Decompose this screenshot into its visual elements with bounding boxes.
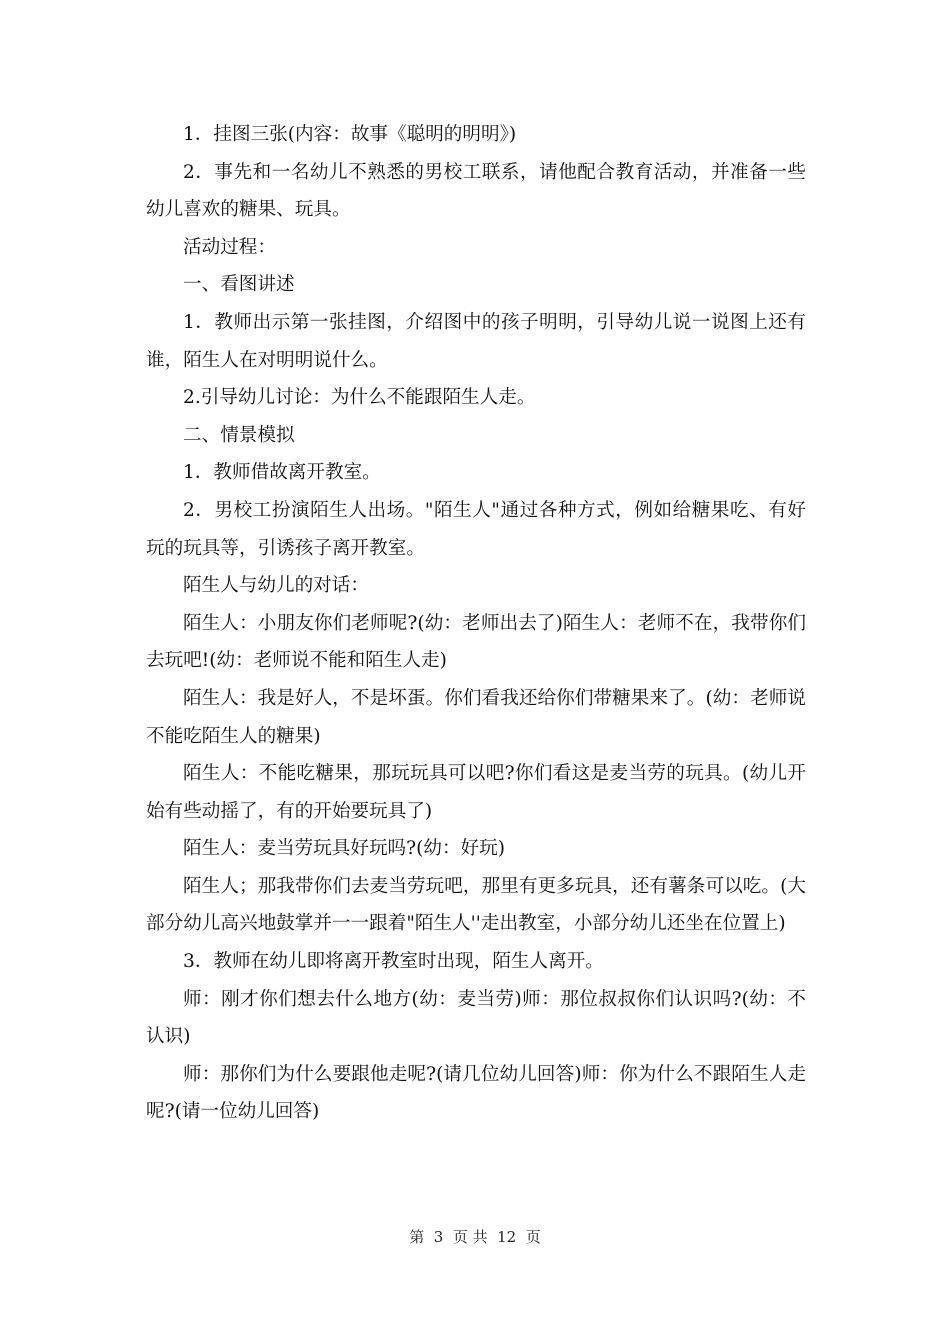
paragraph: 2．男校工扮演陌生人出场。"陌生人"通过各种方式，例如给糖果吃、有好玩的玩具等，引诱孩子离开教室。 — [146, 499, 806, 559]
dialogue-paragraph: 陌生人：小朋友你们老师呢?(幼：老师出去了)陌生人：老师不在，我带你们去玩吧!(幼：老师说不能和陌生人走) — [146, 612, 806, 672]
dialogue-paragraph: 师：那你们为什么要跟他走呢?(请几位幼儿回答)师：你为什么不跟陌生人走呢?(请一位幼儿回答) — [146, 1063, 806, 1123]
dialogue-paragraph: 师：刚才你们想去什么地方(幼：麦当劳)师：那位叔叔你们认识吗?(幼：不认识) — [146, 988, 806, 1048]
dialogue-paragraph: 陌生人：我是好人，不是坏蛋。你们看我还给你们带糖果来了。(幼：老师说不能吃陌生人的糖果) — [146, 687, 806, 747]
paragraph: 1．挂图三张(内容：故事《聪明的明明》) — [183, 124, 517, 145]
section-heading: 一、看图讲述 — [183, 274, 295, 296]
paragraph: 2.引导幼儿讨论：为什么不能跟陌生人走。 — [183, 387, 536, 409]
dialogue-paragraph: 陌生人：不能吃糖果，那玩玩具可以吧?你们看这是麦当劳的玩具。(幼儿开始有些动摇了，有的开始要玩具了) — [146, 763, 806, 822]
section-heading: 二、情景模拟 — [183, 424, 295, 446]
paragraph: 2．事先和一名幼儿不熟悉的男校工联系，请他配合教育活动，并准备一些幼儿喜欢的糖果、玩具。 — [146, 161, 806, 221]
page-number: 第 3 页 共 12 页 — [409, 1228, 541, 1246]
paragraph: 3．教师在幼儿即将离开教室时出现，陌生人离开。 — [183, 951, 604, 973]
dialogue-paragraph: 陌生人；那我带你们去麦当劳玩吧，那里有更多玩具，还有薯条可以吃。(大部分幼儿高兴地鼓掌并一一跟着"陌生人''走出教室，小部分幼儿还坐在位置上) — [146, 875, 806, 935]
paragraph: 陌生人与幼儿的对话： — [183, 575, 369, 597]
paragraph: 1．教师出示第一张挂图，介绍图中的孩子明明，引导幼儿说一说图上还有谁，陌生人在对明明说什么。 — [146, 311, 806, 371]
paragraph: 活动过程： — [183, 236, 276, 258]
paragraph: 1．教师借故离开教室。 — [183, 462, 381, 484]
dialogue-paragraph: 陌生人：麦当劳玩具好玩吗?(幼：好玩) — [183, 838, 505, 860]
document-body — [146, 116, 806, 1131]
